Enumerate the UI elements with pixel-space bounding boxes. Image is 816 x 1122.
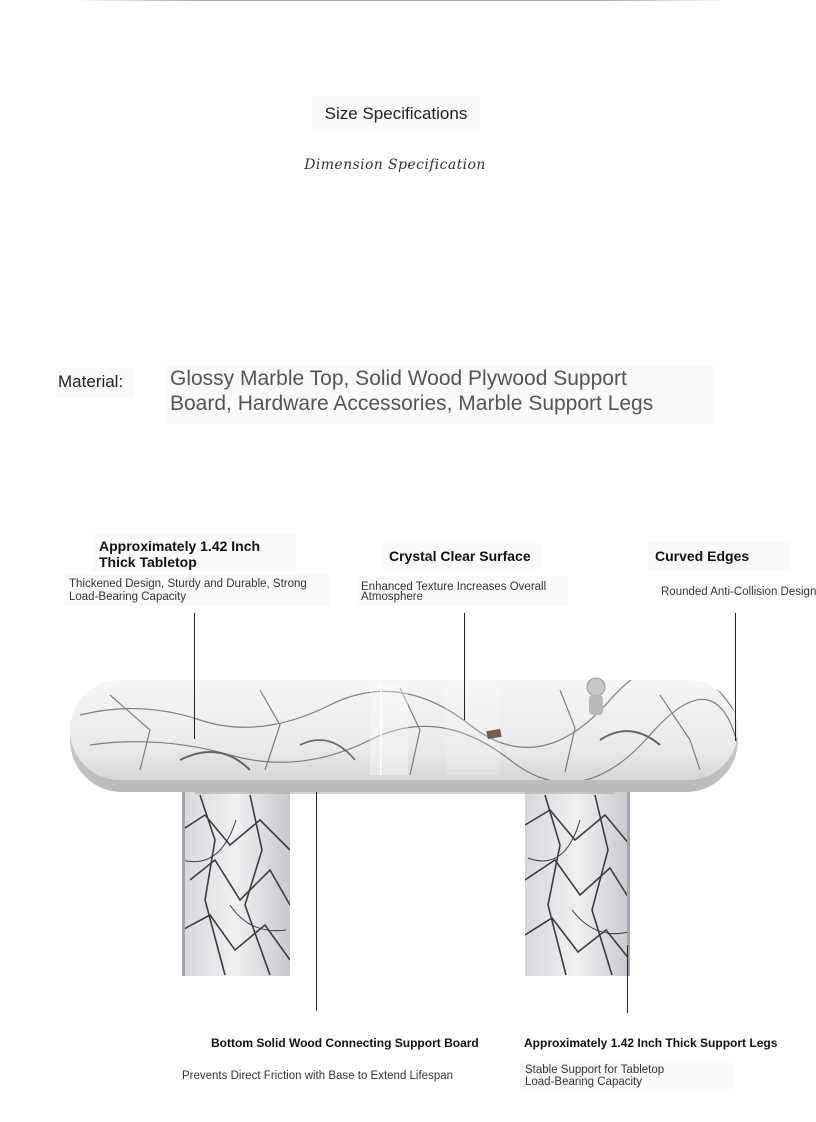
tabletop-desc-line1: Thickened Design, Sturdy and Durable, Strong	[69, 578, 307, 590]
leader-line-edges	[735, 613, 736, 741]
material-value-line2: Board, Hardware Accessories, Marble Support Legs	[170, 392, 654, 415]
leader-line-support-legs	[627, 945, 628, 1013]
tabletop-title-line2: Thick Tabletop	[99, 554, 197, 570]
tabletop-title-line1: Approximately 1.42 Inch	[99, 538, 261, 554]
material-label: Material:	[56, 368, 134, 398]
material-value-line1: Glossy Marble Top, Solid Wood Plywood Support	[170, 367, 627, 390]
edges-desc: Rounded Anti-Collision Design	[661, 586, 816, 598]
support-board-desc: Prevents Direct Friction with Base to Extend Lifespan	[182, 1070, 454, 1082]
leader-line-tabletop	[194, 613, 195, 739]
leader-line-surface	[464, 613, 465, 720]
marble-tabletop	[70, 664, 740, 792]
support-legs-title: Approximately 1.42 Inch Thick Support Legs	[524, 1036, 778, 1050]
tabletop-desc-line2: Load-Bearing Capacity	[69, 591, 186, 603]
surface-title: Crystal Clear Surface	[389, 548, 531, 564]
page-subtitle: Dimension Specification	[304, 157, 486, 173]
left-support-leg	[182, 792, 290, 976]
surface-desc-line1: Enhanced Texture Increases Overall	[361, 581, 547, 593]
edges-desc-clip	[661, 582, 816, 600]
support-legs-desc-line2: Load-Bearing Capacity	[525, 1076, 642, 1088]
leader-line-support-board	[316, 792, 317, 1011]
surface-desc-line2: Atmosphere	[361, 591, 424, 603]
support-board-title: Bottom Solid Wood Connecting Support Board	[211, 1036, 479, 1050]
edges-title: Curved Edges	[655, 548, 750, 564]
page-title: Size Specifications	[312, 96, 480, 132]
support-legs-desc-line1: Stable Support for Tabletop	[525, 1064, 665, 1076]
right-support-leg	[525, 792, 630, 976]
